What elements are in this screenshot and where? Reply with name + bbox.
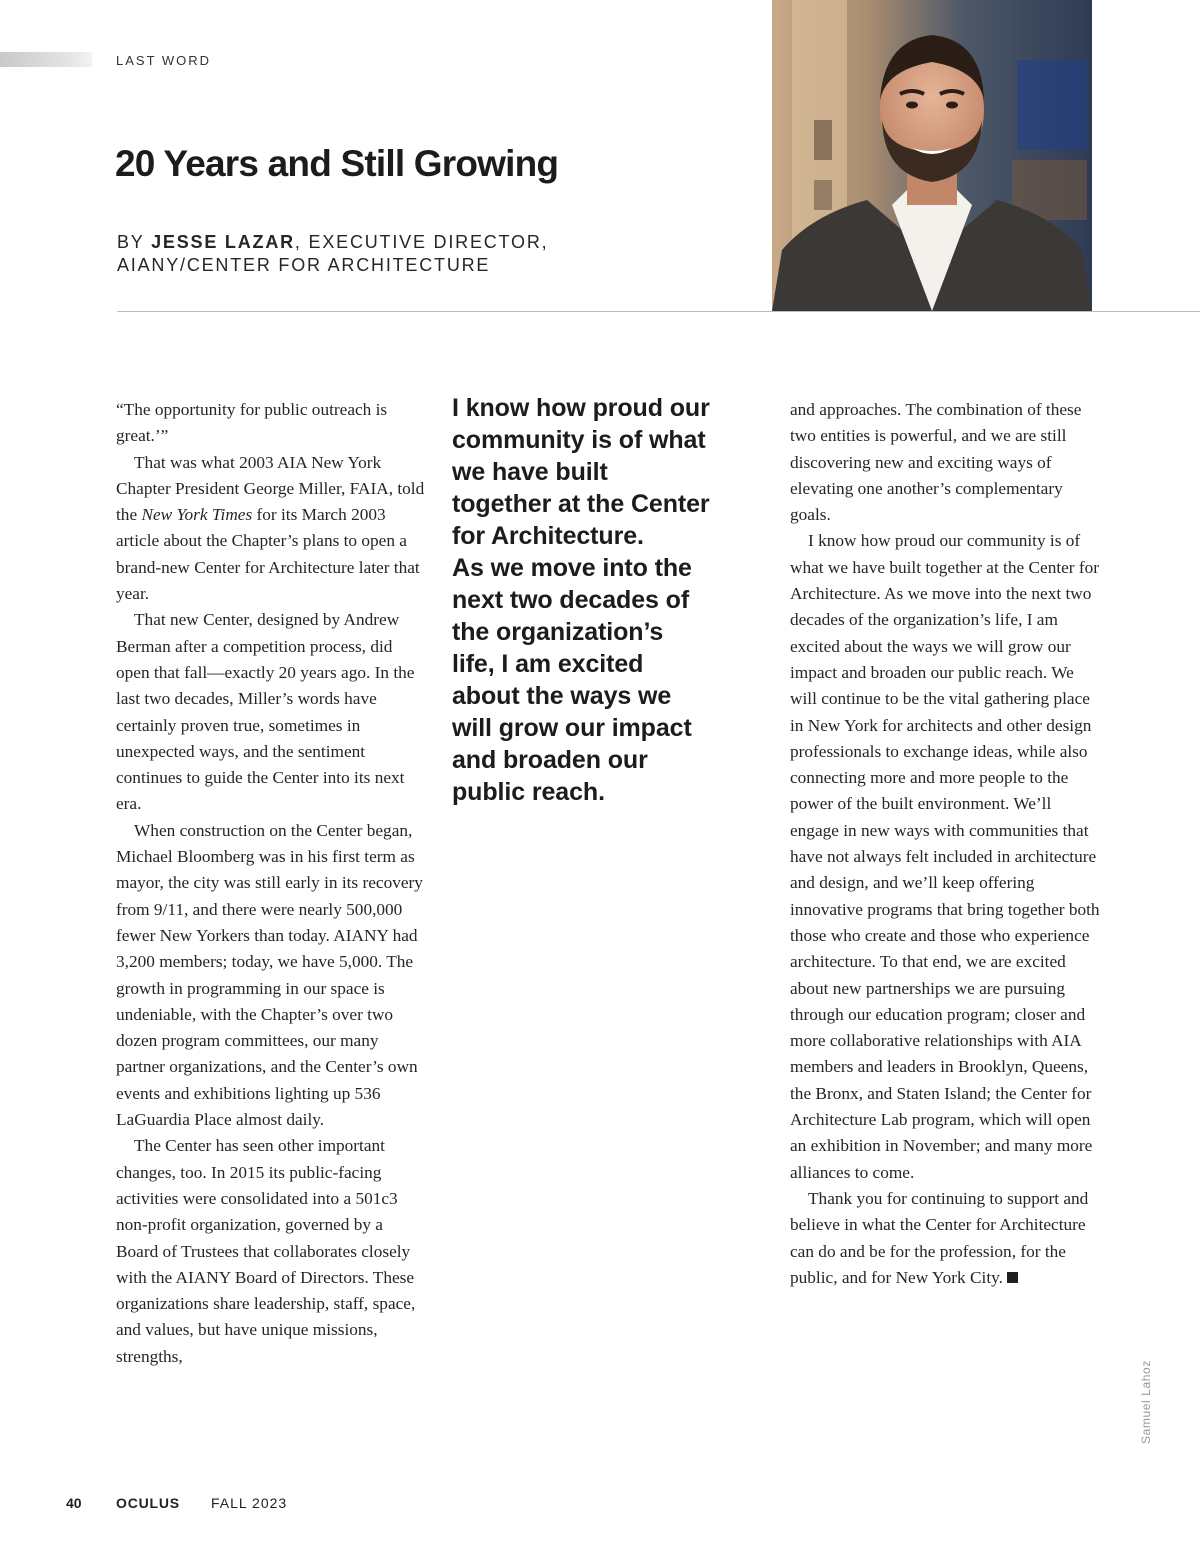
byline [117,231,548,277]
paragraph: That new Center, designed by Andrew Berman after a competition process, did open that fall—exactly 20 years ago. In the last two decades, Miller’s words have certainly proven true, sometimes in unexpected ways, and the sentiment continues to guide the Center into its next era. [116,610,415,814]
author-photo [772,0,1092,311]
end-of-article-mark [1007,1272,1018,1283]
photo-credit: Samuel Lahoz [1139,1360,1153,1444]
author-organization: AIANY/CENTER FOR ARCHITECTURE [117,255,491,275]
paragraph: When construction on the Center began, Michael Bloomberg was in his first term as mayor, the city was still early in its recovery from 9/11, and there were nearly 500,000 fewer New Yorkers than today. AIANY had 3,200 members; today, we have 5,000. The growth in programming in our space is undeniable, with the Chapter’s over two dozen program committees, our many partner organizations, and the Center’s own events and exhibitions lighting up 536 LaGuardia Place almost daily. [116,820,423,1130]
paragraph: The Center has seen other important changes, too. In 2015 its public-facing activities were consolidated into a 501c3 non-profit organization, governed by a Board of Trustees that collaborates closely with the AIANY Board of Directors. These organizations share leadership, staff, space, and values, but have unique missions, strengths, [116,1136,416,1366]
portrait-illustration [772,0,1092,311]
paragraph [790,1186,1102,1291]
body-column-3 [790,397,1102,1291]
pull-quote-line: As we move into the next two decades of the organization’s life, I am excited about the ways we will grow our impact and broaden our public reach. [452,554,692,806]
body-column-1 [116,397,428,1370]
text-run: for its March 2003 article about the Chapter’s plans to open a brand-new Center for Architecture later that year. [116,505,420,604]
paragraph: I know how proud our community is of what we have built together at the Center for Architecture. As we move into the next two decades of the organization’s life, I am excited about the ways we will grow our impact and broaden our public reach. We will continue to be the vital gathering place in New York for architects and other design professionals to exchange ideas, while also connecting more and more people to the power of the built environment. We’ll engage in new ways with communities that have not always felt included in architecture and design, and we’ll keep offering innovative programs that bring together both those who create and those who experience architecture. To that end, we are excited about new partnerships we are pursuing through our education program; closer and more collaborative relationships with AIA members and leaders in Brooklyn, Queens, the Bronx, and Staten Island; the Center for Architecture Lab program, which will open an exhibition in November; and many more alliances to come. [790,531,1100,1182]
section-color-bar [0,52,92,67]
magazine-name: OCULUS [116,1495,180,1511]
paragraph: and approaches. The combination of these two entities is powerful, and we are still discovering new and exciting ways of elevating one another’s complementary goals. [790,400,1082,525]
pull-quote-line: I know how proud our community is of what we have built together at the Center for Architecture. [452,394,710,550]
section-label: LAST WORD [116,53,212,68]
byline-prefix: BY [117,232,152,252]
issue-date: FALL 2023 [211,1495,288,1511]
author-role: , EXECUTIVE DIRECTOR, [294,232,549,252]
paragraph [116,450,428,608]
article-title: 20 Years and Still Growing [115,143,559,184]
pull-quote [452,392,712,808]
publication-name: New York Times [141,505,253,525]
author-name: JESSE LAZAR [151,232,295,252]
paragraph: “The opportunity for public outreach is great.’” [116,400,388,446]
text-run: Thank you for continuing to support and believe in what the Center for Architecture can do and be for the profession, for the public, and for New York City. [790,1188,1089,1287]
header-divider [117,311,1200,312]
text-run: That was what 2003 AIA New York Chapter President George Miller, FAIA, told the [116,452,425,525]
page-number: 40 [66,1495,82,1511]
